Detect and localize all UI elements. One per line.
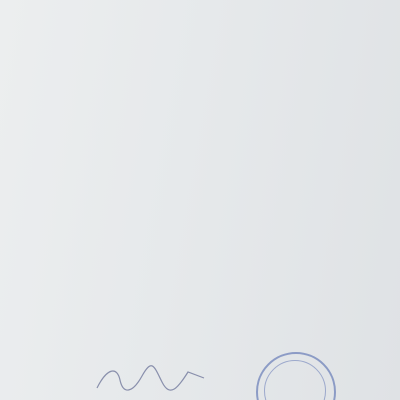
- clinic-stamp-inner-ring: [264, 360, 326, 400]
- clinic-stamp: [256, 352, 336, 400]
- doctor-signature: [92, 358, 212, 398]
- report-text: [6, 0, 396, 2]
